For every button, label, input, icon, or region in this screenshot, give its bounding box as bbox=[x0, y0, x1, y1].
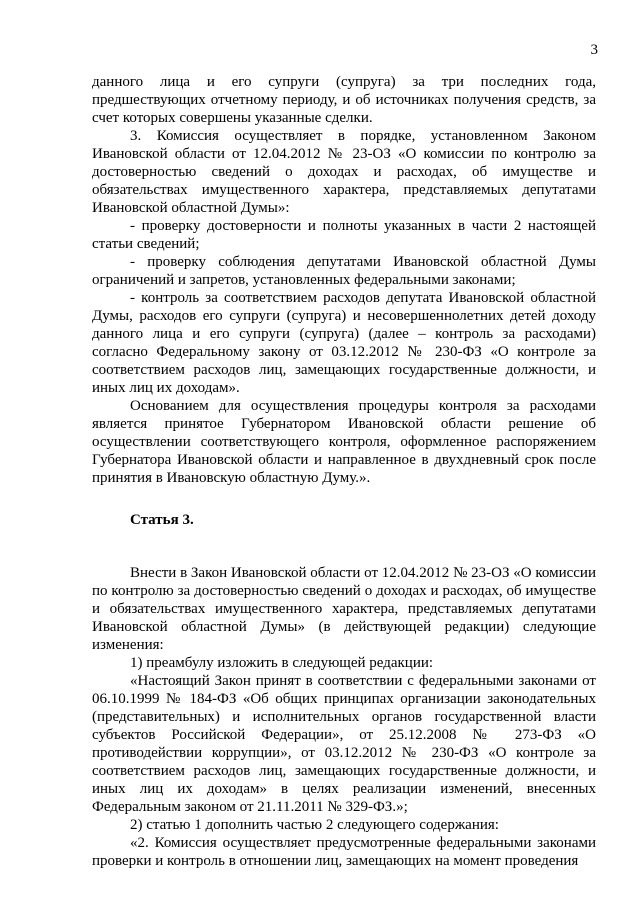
list-item: 2) статью 1 дополнить частью 2 следующего содержания: bbox=[130, 817, 499, 833]
list-item: 1) преамбулу изложить в следующей редакции: bbox=[130, 655, 434, 671]
paragraph: «Настоящий Закон принят в соответствии с федеральными законами от 06.10.1999 № 184-ФЗ «Об общих принципах организации законодательных (представительных) и исполнительных органов государственной власти субъектов Российской Федерации», от 25.12.2008 № 273-ФЗ «О противодействии коррупции», от 03.12.2012 № 230-ФЗ «О контроле за соответствием расходов лиц, замещающих государственные должности, и иных лиц их доходам» в целях реализации изменений, внесенных Федеральным законом от 21.11.2011 № 329-ФЗ.»; bbox=[92, 673, 596, 815]
article-heading: Статья 3. bbox=[130, 512, 194, 528]
paragraph: 3. Комиссия осуществляет в порядке, установленном Законом Ивановской области от 12.04.2012 № 23-ОЗ «О комиссии по контролю за достоверностью сведений о доходах и расходах, об имуществе и обязательствах имущественного характера, представляемых депутатами Ивановской областной Думы»: bbox=[92, 128, 596, 216]
list-item: - контроль за соответствием расходов депутата Ивановской областной Думы, расходов его супруги (супруга) и несовершеннолетних детей доходу данного лица и его супруги (супруга) (далее – контроль за расходами) согласно Федеральному закону от 03.12.2012 № 230-ФЗ «О контроле за соответствием расходов лиц, замещающих государственные должности, и иных лиц их доходам». bbox=[92, 290, 596, 396]
list-item: - проверку соблюдения депутатами Ивановской областной Думы ограничений и запретов, установленных федеральными законами; bbox=[92, 254, 596, 288]
document-body bbox=[92, 73, 596, 870]
list-item: - проверку достоверности и полноты указанных в части 2 настоящей статьи сведений; bbox=[92, 218, 596, 252]
paragraph: Основанием для осуществления процедуры контроля за расходами является принятое Губернатором Ивановской области решение об осуществлении соответствующего контроля, оформленное распоряжением Губернатора Ивановской области и направленное в двухдневный срок после принятия в Ивановскую областную Думу.». bbox=[92, 398, 596, 486]
paragraph: Внести в Закон Ивановской области от 12.04.2012 № 23-ОЗ «О комиссии по контролю за достоверностью сведений о доходах и расходах, об имуществе и обязательствах имущественного характера, представляемых депутатами Ивановской областной Думы» (в действующей редакции) следующие изменения: bbox=[92, 565, 596, 653]
page-number: 3 bbox=[590, 42, 598, 58]
paragraph: «2. Комиссия осуществляет предусмотренные федеральными законами проверки и контроль в отношении лиц, замещающих на момент проведения bbox=[92, 835, 596, 869]
paragraph: данного лица и его супруги (супруга) за три последних года, предшествующих отчетному периоду, и об источниках получения средств, за счет которых совершены указанные сделки. bbox=[92, 74, 596, 126]
